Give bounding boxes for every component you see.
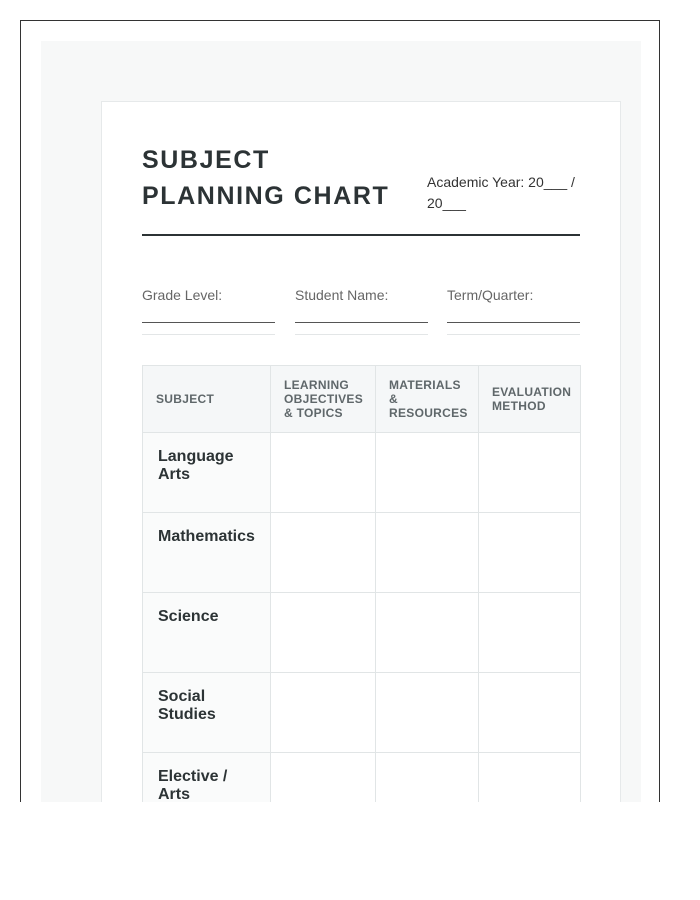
materials-cell[interactable] [376, 593, 479, 673]
objectives-cell[interactable] [271, 433, 376, 513]
subject-cell [143, 433, 271, 513]
student-name-label: Student Name: [295, 287, 389, 303]
evaluation-cell[interactable] [479, 673, 581, 753]
table-row [143, 673, 581, 753]
header-evaluation-method-label: EVALUATION METHOD [492, 385, 572, 413]
table-row [143, 753, 581, 803]
term-quarter-label: Term/Quarter: [447, 287, 534, 303]
page-frame [20, 20, 660, 802]
page-backdrop [41, 41, 641, 802]
materials-cell[interactable] [376, 753, 479, 803]
subject-cell [143, 593, 271, 673]
title-divider [142, 234, 580, 236]
table-row [143, 593, 581, 673]
document-title: SUBJECT PLANNING CHART [142, 146, 390, 210]
grade-level-field[interactable] [142, 286, 275, 335]
academic-year: Academic Year: 20___ / 20___ [427, 174, 575, 211]
materials-cell[interactable] [376, 513, 479, 593]
subject-name: Language Arts [158, 448, 234, 483]
term-quarter-underline [447, 322, 580, 323]
objectives-cell[interactable] [271, 673, 376, 753]
subject-cell [143, 673, 271, 753]
student-name-field[interactable] [295, 286, 428, 335]
header-subject-label: SUBJECT [156, 392, 215, 406]
subject-cell [143, 753, 271, 803]
header-materials-resources [376, 366, 479, 433]
evaluation-cell[interactable] [479, 513, 581, 593]
subject-name: Mathematics [158, 528, 255, 545]
objectives-cell[interactable] [271, 753, 376, 803]
header-materials-resources-label: MATERIALS & RESOURCES [389, 378, 468, 420]
planning-table [142, 365, 581, 802]
header-learning-objectives-label: LEARNING OBJECTIVES & TOPICS [284, 378, 364, 420]
header-evaluation-method [479, 366, 581, 433]
student-name-guide-line [295, 334, 428, 335]
evaluation-cell[interactable] [479, 593, 581, 673]
grade-level-underline [142, 322, 275, 323]
subject-name: Elective / Arts [158, 768, 228, 802]
table-header-row [143, 366, 581, 433]
materials-cell[interactable] [376, 433, 479, 513]
evaluation-cell[interactable] [479, 433, 581, 513]
subject-name: Science [158, 608, 219, 625]
table-row [143, 513, 581, 593]
header-subject [143, 366, 271, 433]
table-row [143, 433, 581, 513]
term-quarter-field[interactable] [447, 286, 580, 335]
subject-cell [143, 513, 271, 593]
grade-level-label: Grade Level: [142, 287, 223, 303]
materials-cell[interactable] [376, 673, 479, 753]
subject-name: Social Studies [158, 688, 216, 723]
evaluation-cell[interactable] [479, 753, 581, 803]
objectives-cell[interactable] [271, 593, 376, 673]
grade-level-guide-line [142, 334, 275, 335]
student-name-underline [295, 322, 428, 323]
objectives-cell[interactable] [271, 513, 376, 593]
term-quarter-guide-line [447, 334, 580, 335]
planning-sheet [101, 101, 621, 802]
header-learning-objectives [271, 366, 376, 433]
